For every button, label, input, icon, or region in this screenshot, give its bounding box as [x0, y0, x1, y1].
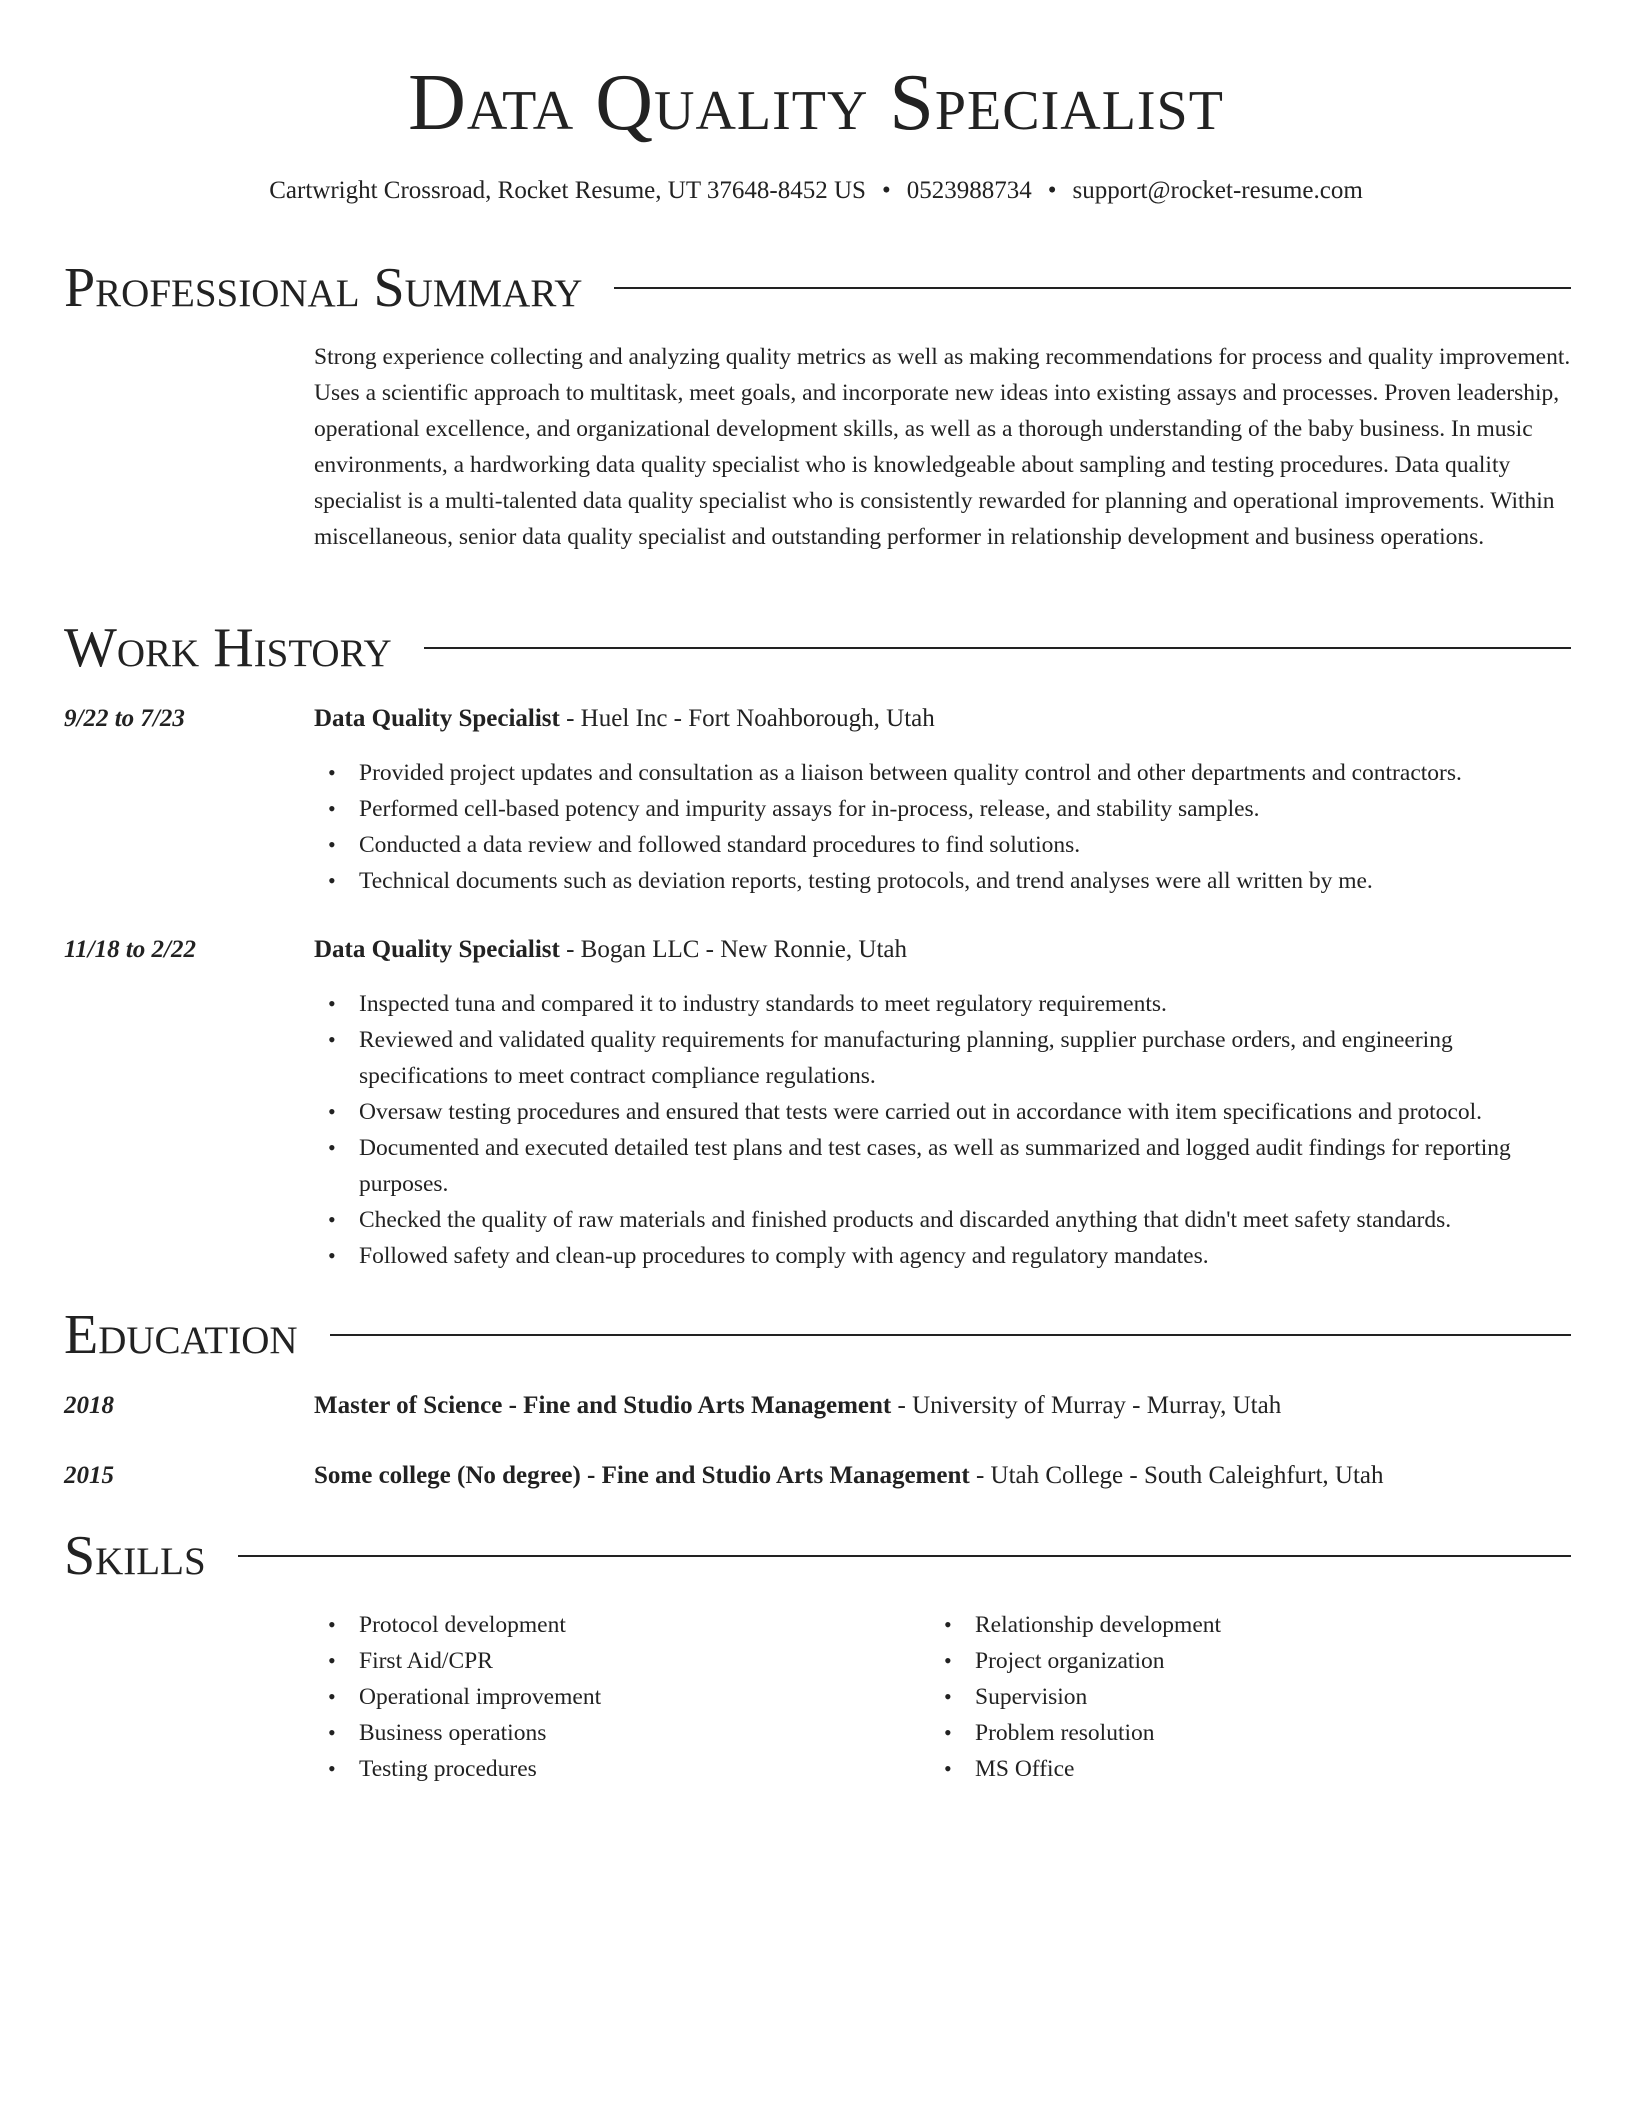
- job-bullet: • Followed safety and clean-up procedures to comply with agency and regulatory mandates.: [359, 1238, 1569, 1274]
- education-heading: Education: [64, 1304, 298, 1366]
- job-bullet: • Conducted a data review and followed standard procedures to find solutions.: [359, 827, 1569, 863]
- skill-item: • Operational improvement: [359, 1679, 919, 1715]
- summary-section-header: [64, 256, 1571, 320]
- skill-item: • MS Office: [975, 1751, 1535, 1787]
- job-bullet: • Provided project updates and consultation as a liaison between quality control and other departments and contractors.: [359, 755, 1569, 791]
- skill-item: • Project organization: [975, 1643, 1535, 1679]
- job-heading: [314, 934, 1571, 966]
- contact-phone: 0523988734: [906, 177, 1032, 204]
- education-school: - University of Murray - Murray, Utah: [891, 1392, 1282, 1419]
- skills-section-header: [64, 1524, 1571, 1588]
- work-section-header: [64, 616, 1571, 680]
- job-dates: 9/22 to 7/23: [64, 705, 185, 732]
- contact-address: Cartwright Crossroad, Rocket Resume, UT 37648-8452 US: [269, 177, 866, 204]
- education-degree: Master of Science - Fine and Studio Arts Management: [314, 1392, 892, 1419]
- skill-item: • Protocol development: [359, 1607, 919, 1643]
- skill-item: • Problem resolution: [975, 1715, 1535, 1751]
- education-year: 2015: [64, 1462, 114, 1489]
- section-divider: [238, 1555, 1571, 1557]
- job-bullet: • Technical documents such as deviation reports, testing protocols, and trend analyses were all written by me.: [359, 863, 1569, 899]
- job-role: Data Quality Specialist: [314, 705, 560, 732]
- skill-item: • Supervision: [975, 1679, 1535, 1715]
- job-bullet: • Reviewed and validated quality requirements for manufacturing planning, supplier purchase orders, and engineering specifications to meet contract compliance regulations.: [359, 1022, 1569, 1094]
- job-employer: - Huel Inc - Fort Noahborough, Utah: [559, 705, 935, 732]
- education-entry: [314, 1460, 1571, 1492]
- skills-list-left: [359, 1607, 919, 1787]
- skills-list-right: [975, 1607, 1535, 1787]
- job-bullet: • Oversaw testing procedures and ensured that tests were carried out in accordance with item specifications and protocol.: [359, 1094, 1569, 1130]
- job-role: Data Quality Specialist: [314, 936, 560, 963]
- section-divider: [614, 287, 1571, 289]
- section-divider: [424, 647, 1571, 649]
- contact-line: [0, 175, 1632, 207]
- job-employer: - Bogan LLC - New Ronnie, Utah: [559, 936, 907, 963]
- resume-name: Data Quality Specialist: [408, 59, 1224, 147]
- job-bullet: • Performed cell-based potency and impurity assays for in-process, release, and stability samples.: [359, 791, 1569, 827]
- education-degree: Some college (No degree) - Fine and Studio Arts Management: [314, 1462, 970, 1489]
- contact-separator: •: [1047, 177, 1057, 204]
- summary-heading: Professional Summary: [64, 257, 583, 319]
- work-heading: Work History: [64, 617, 392, 679]
- job-bullet: • Checked the quality of raw materials and finished products and discarded anything that didn't meet safety standards.: [359, 1202, 1569, 1238]
- job-dates: 11/18 to 2/22: [64, 936, 196, 963]
- summary-text: Strong experience collecting and analyzing quality metrics as well as making recommendations for process and quality improvement. Uses a scientific approach to multitask, meet goals, and incorporate new ideas into existing assays and processes. Proven leadership, operational excellence, and organizational development skills, as well as a thorough understanding of the baby business. In music environments, a hardworking data quality specialist who is knowledgeable about sampling and testing procedures. Data quality specialist is a multi-talented data quality specialist who is consistently rewarded for planning and operational improvements. Within miscellaneous, senior data quality specialist and outstanding performer in relationship development and business operations.: [314, 344, 1571, 550]
- education-school: - Utah College - South Caleighfurt, Utah: [969, 1462, 1384, 1489]
- skill-item: • Relationship development: [975, 1607, 1535, 1643]
- skill-item: • Business operations: [359, 1715, 919, 1751]
- skill-item: • Testing procedures: [359, 1751, 919, 1787]
- contact-email: support@rocket-resume.com: [1072, 177, 1363, 204]
- job-bullet: • Inspected tuna and compared it to industry standards to meet regulatory requirements.: [359, 986, 1569, 1022]
- education-year: 2018: [64, 1392, 114, 1419]
- skills-heading: Skills: [64, 1525, 206, 1587]
- job-heading: [314, 703, 1571, 735]
- contact-separator: •: [881, 177, 891, 204]
- job-bullets: [359, 755, 1569, 899]
- education-section-header: [64, 1303, 1571, 1367]
- job-bullet: • Documented and executed detailed test plans and test cases, as well as summarized and logged audit findings for reporting purposes.: [359, 1130, 1569, 1202]
- education-entry: [314, 1390, 1571, 1422]
- job-bullets: [359, 986, 1569, 1274]
- skill-item: • First Aid/CPR: [359, 1643, 919, 1679]
- section-divider: [330, 1334, 1571, 1336]
